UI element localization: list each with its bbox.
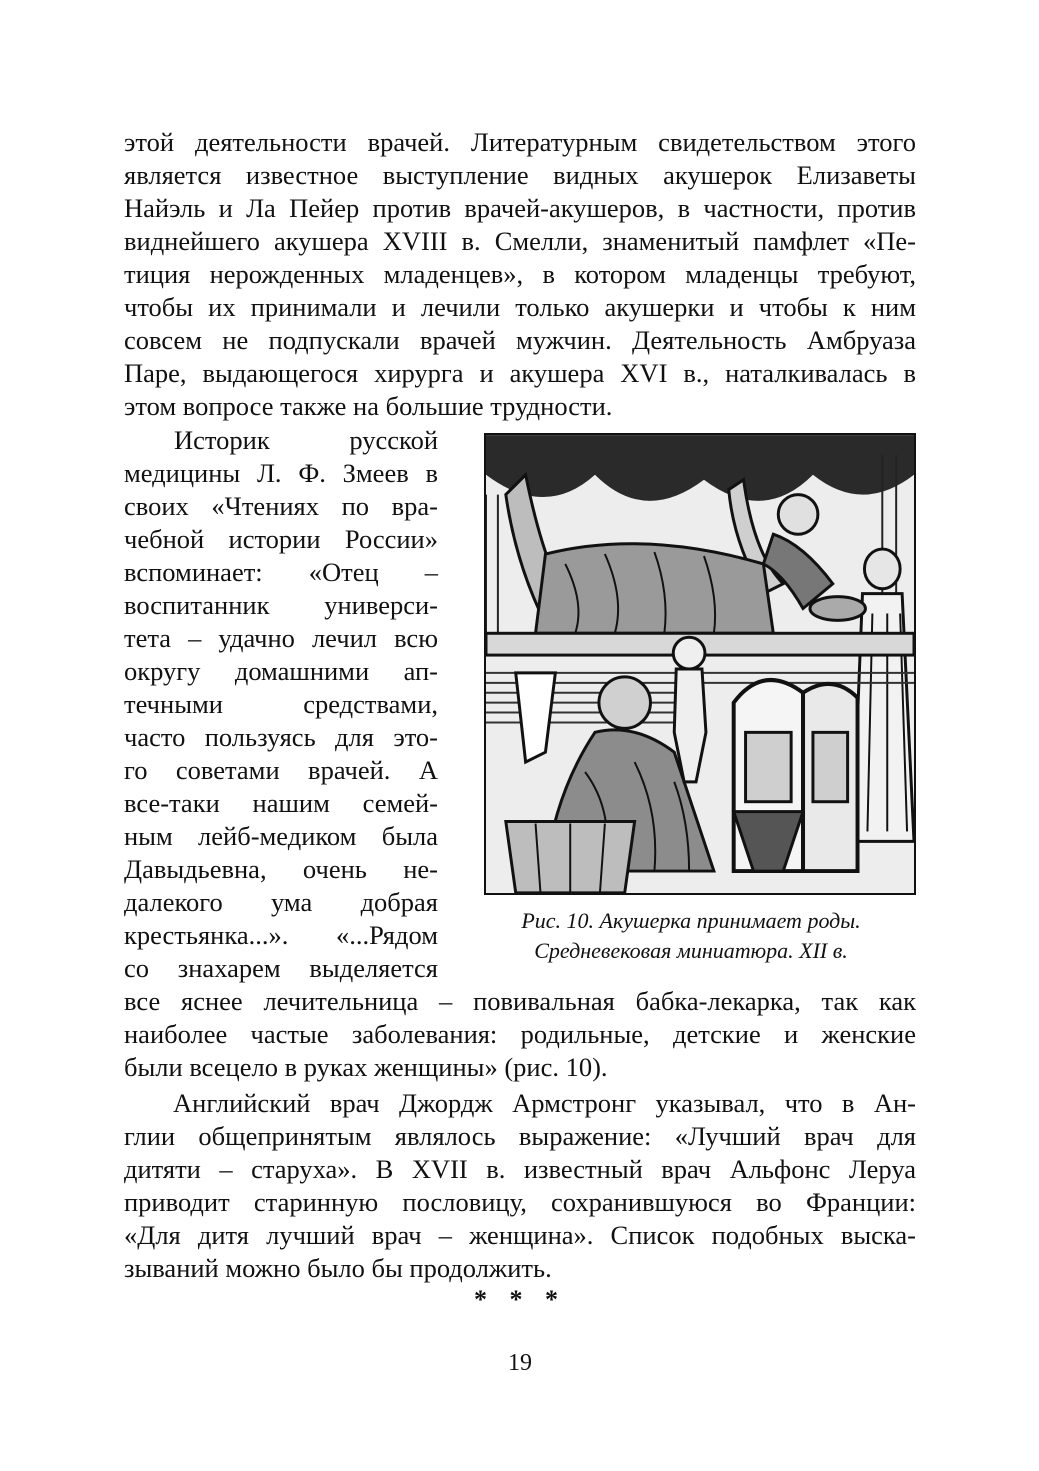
text-line: совсем не подпускали врачей мужчин. Деятельность Амбруаза: [124, 325, 916, 355]
text-line: ным лейб-медиком была: [124, 821, 438, 851]
text-line: Английский врач Джордж Армстронг указывал, что в Ан-: [173, 1088, 916, 1118]
text-line: этой деятельности врачей. Литературным свидетельством этого: [124, 127, 916, 157]
text-line: воспитанник универси-: [124, 590, 438, 620]
text-line: этом вопросе также на большие трудности.: [124, 391, 613, 421]
text-line: Историк русской: [174, 425, 438, 455]
text-line: были всецело в руках женщины» (рис. 10).: [124, 1052, 608, 1082]
text-line: вспоминает: «Отец –: [124, 557, 438, 587]
text-line: чтобы их принимали и лечили только акушерки и чтобы к ним: [124, 292, 916, 322]
second-paragraph: [124, 1087, 916, 1285]
caption-line: Рис. 10. Акушерка принимает роды.: [521, 908, 861, 933]
text-line: приводит старинную пословицу, сохранившуюся во Франции:: [124, 1187, 916, 1217]
text-line: все яснее лечительница – повивальная бабка-лекарка, так как: [124, 986, 916, 1016]
text-line: зываний можно было бы продолжить.: [124, 1253, 552, 1283]
text-line: течными средствами,: [124, 689, 438, 719]
text-line: виднейшего акушера XVIII в. Смелли, знаменитый памфлет «Пе-: [124, 226, 916, 256]
text-line: является известное выступление видных акушерок Елизаветы: [124, 160, 916, 190]
section-separator: * * *: [474, 1285, 566, 1314]
engraving-illustration: [484, 433, 916, 895]
text-line: медицины Л. Ф. Змеев в: [124, 458, 438, 488]
text-line: глии общепринятым являлось выражение: «Лучший врач для: [124, 1121, 916, 1151]
caption-line: Средневековая миниатюра. XII в.: [534, 938, 848, 963]
engraving-midwife-illustration-icon: [486, 435, 914, 893]
continuation-paragraph: [124, 985, 916, 1084]
text-line: Паре, выдающегося хирурга и акушера XVI в., наталкивалась в: [124, 358, 916, 388]
narrow-text-column: [124, 424, 438, 985]
text-line: наиболее частые заболевания: родильные, детские и женские: [124, 1019, 916, 1049]
text-line: «Для дитя лучший врач – женщина». Список подобных выска-: [124, 1220, 916, 1250]
text-line: Давыдьевна, очень не-: [124, 854, 438, 884]
text-line: Найэль и Ла Пейер против врачей-акушеров, в частности, против: [124, 193, 916, 223]
text-line: далекого ума добрая: [124, 887, 438, 917]
page-number: 19: [508, 1350, 532, 1376]
text-line: крестьянка...». «...Рядом: [124, 920, 438, 950]
figure-caption: [466, 906, 916, 966]
text-line: тета – удачно лечил всю: [124, 623, 438, 653]
text-line: дитяти – старуха». В XVII в. известный врач Альфонс Леруа: [124, 1154, 916, 1184]
text-line: округу домашними ап-: [124, 656, 438, 686]
text-line: со знахарем выделяется: [124, 953, 438, 983]
text-line: чебной истории России»: [124, 524, 438, 554]
text-line: го советами врачей. А: [124, 755, 438, 785]
text-line: тиция нерожденных младенцев», в котором младенцы требуют,: [124, 259, 916, 289]
top-paragraph: [124, 126, 916, 423]
text-line: все-таки нашим семей-: [124, 788, 438, 818]
text-line: своих «Чтениях по вра-: [124, 491, 438, 521]
text-line: часто пользуясь для это-: [124, 722, 438, 752]
